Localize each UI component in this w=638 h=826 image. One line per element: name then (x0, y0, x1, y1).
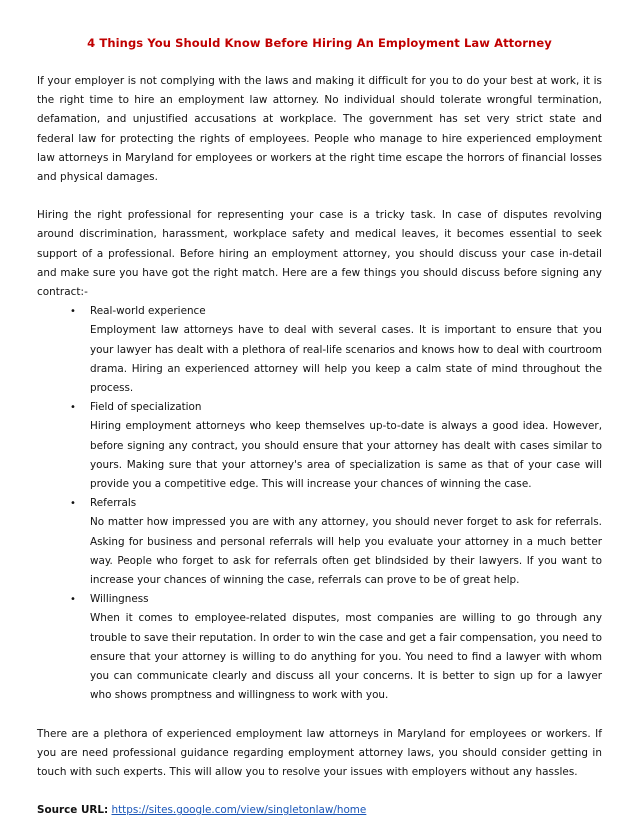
bullet-icon: • (70, 498, 76, 510)
list-item (37, 398, 602, 494)
list-item-body: When it comes to employee-related disputes, most companies are willing to go through any trouble to save their reputation. In order to win the case and get a fair compensation, you need to ensure that your attorney is willing to do anything for you. You need to find a lawyer with whom you can communicate clearly and discuss all your concerns. It is better to sign up for a lawyer who shows promptness and willingness to work with you. (90, 612, 602, 702)
list-item (37, 590, 602, 705)
things-list (37, 302, 602, 705)
bullet-icon: • (70, 402, 76, 414)
hiring-paragraph: Hiring the right professional for representing your case is a tricky task. In case of disputes revolving around discrimination, harassment, workplace safety and medical leaves, it becomes essential to seek support of a professional. Before hiring an employment attorney, you should discuss your case in-detail and make sure you have got the right match. Here are a few things you should discuss before signing any contract:- (37, 209, 602, 299)
conclusion-paragraph: There are a plethora of experienced employment law attorneys in Maryland for employees or workers. If you are need professional guidance regarding employment attorney laws, you should consider getting in touch with such experts. This will allow you to resolve your issues with employers without any hassles. (37, 727, 602, 778)
source-label: Source URL: (37, 804, 109, 817)
list-item-title: Real-world experience (90, 305, 206, 318)
source-line (37, 801, 602, 820)
document-title: 4 Things You Should Know Before Hiring An Employment Law Attorney (87, 36, 552, 50)
list-item-body: No matter how impressed you are with any attorney, you should never forget to ask for referrals. Asking for business and personal referrals will help you evaluate your attorney in a much better way. People who forget to ask for referrals often get blindsided by their lawyers. If you want to increase your chances of winning the case, referrals can prove to be of great help. (90, 516, 602, 587)
paragraph-spacer (37, 706, 602, 725)
list-item (37, 494, 602, 590)
document-page (37, 36, 602, 820)
bullet-icon: • (70, 594, 76, 606)
intro-paragraph: If your employer is not complying with the laws and making it difficult for you to do your best at work, it is the right time to hire an employment law attorney. No individual should tolerate wrongful termination, defamation, and unjustified accusations at workplace. The government has set very strict state and federal law for protecting the rights of employees. People who manage to hire experienced employment law attorneys in Maryland for employees or workers at the right time escape the horrors of financial losses and physical damages. (37, 75, 602, 184)
list-item-body: Employment law attorneys have to deal with several cases. It is important to ensure that you your lawyer has dealt with a plethora of real-life scenarios and knows how to deal with courtroom drama. Hiring an experienced attorney will help you keep a calm state of mind throughout the process. (90, 324, 602, 395)
bullet-icon: • (70, 306, 76, 318)
list-item-title: Referrals (90, 497, 137, 510)
list-item-body: Hiring employment attorneys who keep themselves up-to-date is always a good idea. However, before signing any contract, you should ensure that your attorney has dealt with cases similar to yours. Making sure that your attorney's area of specialization is same as that of your case will provide you a competitive edge. This will increase your chances of winning the case. (90, 420, 602, 491)
source-url-link[interactable]: https://sites.google.com/view/singletonlaw/home (111, 804, 367, 817)
list-item-title: Willingness (90, 593, 149, 606)
paragraph-spacer (37, 187, 602, 206)
paragraph-spacer (37, 782, 602, 801)
list-item (37, 302, 602, 398)
list-item-title: Field of specialization (90, 401, 202, 414)
